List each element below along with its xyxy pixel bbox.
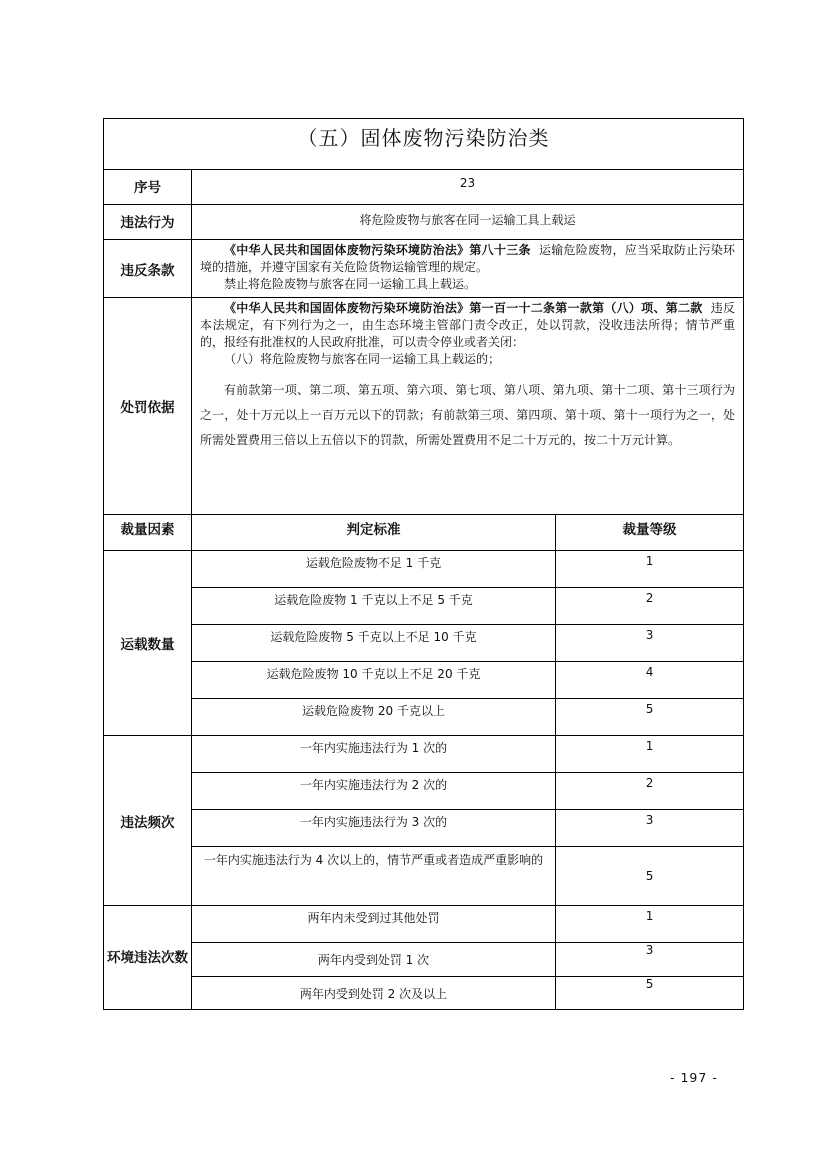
violation-label: 违法行为 [104, 205, 192, 240]
criterion-cell: 运载危险废物 20 千克以上 [192, 699, 556, 736]
factor-row [104, 736, 744, 773]
serial-row [104, 170, 744, 205]
penalty-law-ref: 《中华人民共和国固体废物污染环境防治法》第一百一十二条第一款第（八）项、第二款 [224, 301, 703, 315]
criterion-cell: 运载危险废物 10 千克以上不足 20 千克 [192, 662, 556, 699]
provision-text-1: 运输危险废物，应当采取防止污染环境的措施，并遵守国家有关危险货物运输管理的规定。 [200, 243, 735, 274]
factor-name: 运载数量 [104, 551, 192, 736]
page-number: - 197 - [670, 1070, 718, 1085]
provision-law-ref: 《中华人民共和国固体废物污染环境防治法》第八十三条 [224, 243, 531, 257]
factor-row [104, 977, 744, 1010]
level-cell: 3 [556, 625, 744, 662]
criterion-cell: 一年内实施违法行为 4 次以上的，情节严重或者造成严重影响的 [192, 847, 556, 906]
factor-row [104, 551, 744, 588]
violation-value: 将危险废物与旅客在同一运输工具上载运 [192, 205, 744, 240]
level-cell: 3 [556, 810, 744, 847]
factor-row [104, 773, 744, 810]
criterion-cell: 一年内实施违法行为 2 次的 [192, 773, 556, 810]
criterion-cell: 运载危险废物 1 千克以上不足 5 千克 [192, 588, 556, 625]
factor-row [104, 588, 744, 625]
criterion-cell: 运载危险废物不足 1 千克 [192, 551, 556, 588]
level-cell: 4 [556, 662, 744, 699]
factor-row [104, 699, 744, 736]
penalty-text-1: 违反本法规定，有下列行为之一，由生态环境主管部门责令改正，处以罚款，没收违法所得；情节严重的，报经有批准权的人民政府批准，可以责令停业或者关闭： [200, 301, 736, 349]
level-cell: 2 [556, 588, 744, 625]
level-cell: 5 [556, 847, 744, 906]
penalty-basis-label: 处罚依据 [104, 298, 192, 515]
penalty-item-8: （八）将危险废物与旅客在同一运输工具上载运的； [224, 352, 501, 366]
criterion-cell: 一年内实施违法行为 1 次的 [192, 736, 556, 773]
criterion-cell: 两年内未受到过其他处罚 [192, 906, 556, 943]
criterion-cell: 运载危险废物 5 千克以上不足 10 千克 [192, 625, 556, 662]
factor-row [104, 906, 744, 943]
level-cell: 3 [556, 943, 744, 977]
criterion-cell: 一年内实施违法行为 3 次的 [192, 810, 556, 847]
penalty-basis-row [104, 298, 744, 515]
factor-row [104, 943, 744, 977]
title-row [104, 119, 744, 170]
factor-name: 环境违法次数 [104, 906, 192, 1010]
provision-label: 违反条款 [104, 240, 192, 298]
discretion-header-row [104, 515, 744, 551]
serial-label: 序号 [104, 170, 192, 205]
provision-row [104, 240, 744, 298]
header-criterion: 判定标准 [192, 515, 556, 551]
factor-name: 违法频次 [104, 736, 192, 906]
violation-row [104, 205, 744, 240]
factor-row [104, 625, 744, 662]
level-cell: 1 [556, 551, 744, 588]
header-level: 裁量等级 [556, 515, 744, 551]
penalty-text-2: 有前款第一项、第二项、第五项、第六项、第七项、第八项、第九项、第十二项、第十三项行为之一，处十万元以上一百万元以下的罚款；有前款第三项、第四项、第十项、第十一项行为之一，处所需处置费用三倍以上五倍以下的罚款，所需处置费用不足二十万元的，按二十万元计算。 [200, 383, 736, 447]
factor-row [104, 662, 744, 699]
level-cell: 1 [556, 906, 744, 943]
table-title: （五）固体废物污染防治类 [104, 119, 744, 170]
penalty-discretion-table [103, 118, 744, 1010]
factor-row [104, 847, 744, 906]
level-cell: 5 [556, 699, 744, 736]
criterion-cell: 两年内受到处罚 2 次及以上 [192, 977, 556, 1010]
header-factor: 裁量因素 [104, 515, 192, 551]
level-cell: 5 [556, 977, 744, 1010]
factor-row [104, 810, 744, 847]
level-cell: 2 [556, 773, 744, 810]
serial-value: 23 [192, 170, 744, 205]
criterion-cell: 两年内受到处罚 1 次 [192, 943, 556, 977]
penalty-basis-content [192, 298, 744, 515]
level-cell: 1 [556, 736, 744, 773]
provision-content [192, 240, 744, 298]
provision-text-2: 禁止将危险废物与旅客在同一运输工具上载运。 [224, 277, 477, 291]
